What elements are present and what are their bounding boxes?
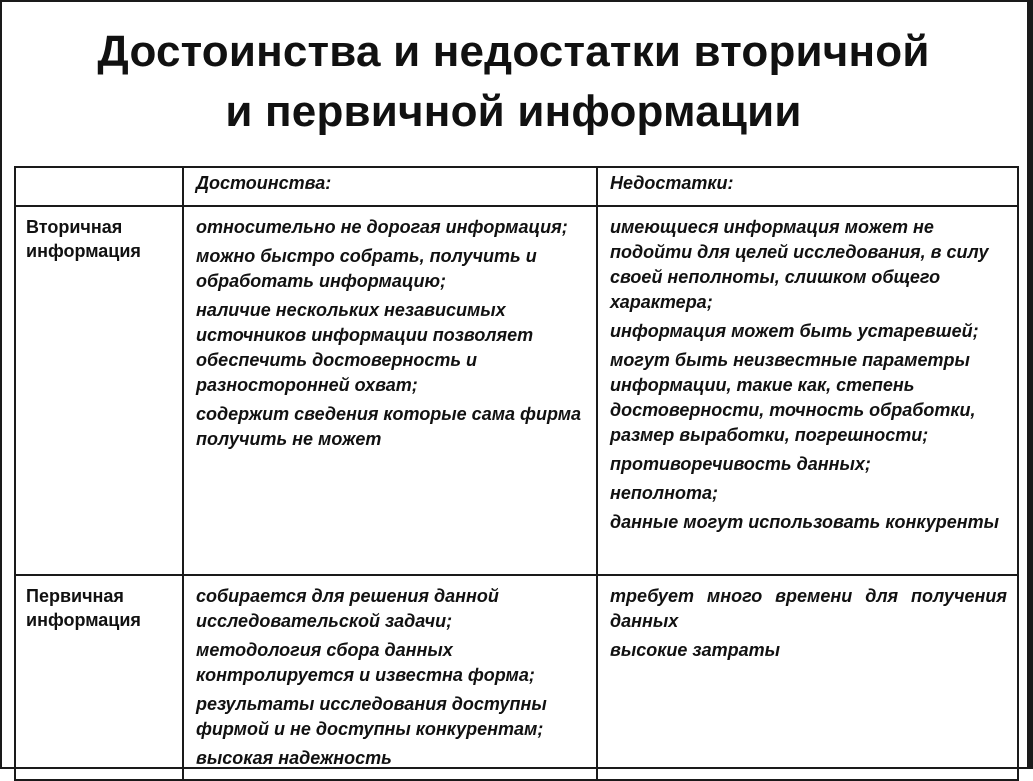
list-item: неполнота; — [610, 483, 718, 503]
row-label-secondary: Вторичная информация — [15, 206, 183, 575]
header-advantages: Достоинства: — [183, 167, 597, 206]
disadvantages-cell-secondary — [597, 206, 1018, 575]
list-item: данные могут использовать конкуренты — [610, 512, 999, 532]
list-item: могут быть неизвестные параметры информации, такие как, степень достоверности, точность обработки, размер выработки, погрешности; — [610, 350, 976, 445]
disadvantages-cell-primary — [597, 575, 1018, 780]
list-item: можно быстро собрать, получить и обработать информацию; — [196, 246, 537, 291]
advantages-cell-secondary — [183, 206, 597, 575]
header-disadvantages: Недостатки: — [597, 167, 1018, 206]
list-item: содержит сведения которые сама фирма получить не может — [196, 404, 582, 449]
list-item: требует много времени для получения данных — [610, 586, 1007, 631]
list-item: противоречивость данных; — [610, 454, 871, 474]
comparison-table — [14, 166, 1019, 781]
slide-title — [0, 22, 1027, 142]
table-header-row — [15, 167, 1018, 206]
advantages-cell-primary — [183, 575, 597, 780]
list-item: методология сбора данных контролируется и известна форма; — [196, 640, 535, 685]
list-item: относительно не дорогая информация; — [196, 217, 568, 237]
table-row-primary — [15, 575, 1018, 780]
list-item: имеющиеся информация может не подойти для целей исследования, в силу своей неполноты, слишком общего характера; — [610, 217, 989, 312]
list-item: информация может быть устаревшей; — [610, 321, 979, 341]
row-label-primary: Первичная информация — [15, 575, 183, 780]
header-empty-cell — [15, 167, 183, 206]
title-line-2: и первичной информации — [225, 87, 802, 136]
list-item: наличие нескольких независимых источников информации позволяет обеспечить достоверность и разносторонней охват; — [196, 300, 534, 395]
list-item: высокие затраты — [610, 640, 780, 660]
list-item: результаты исследования доступны фирмой и не доступны конкурентам; — [196, 694, 547, 739]
table-row-secondary — [15, 206, 1018, 575]
list-item: высокая надежность — [196, 748, 392, 768]
list-item: собирается для решения данной исследовательской задачи; — [196, 586, 499, 631]
title-line-1: Достоинства и недостатки вторичной — [97, 27, 930, 76]
